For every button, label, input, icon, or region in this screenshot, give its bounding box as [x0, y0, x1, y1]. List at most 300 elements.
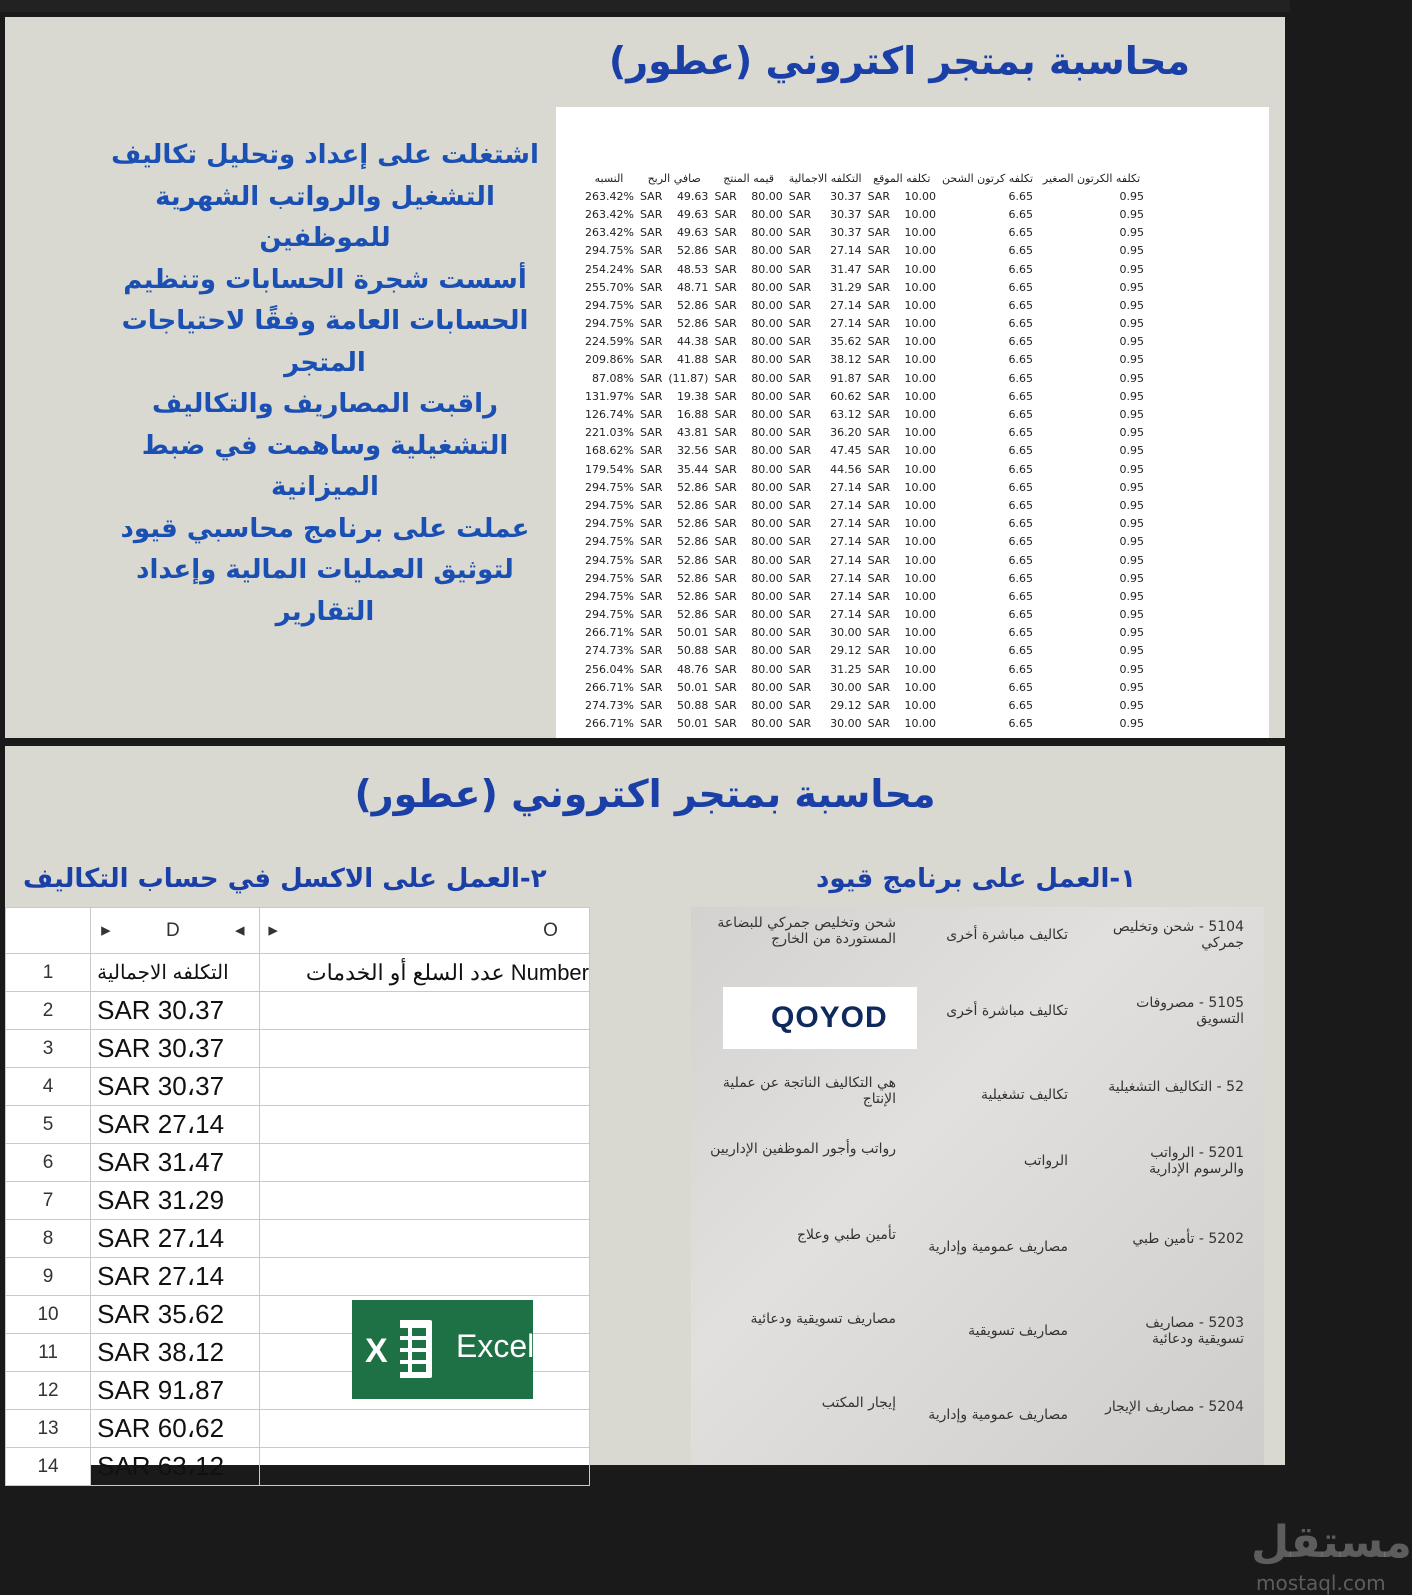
cost-cell: 0.95	[1119, 408, 1145, 422]
excel-icon	[358, 1314, 438, 1384]
cost-cell: 6.65	[1008, 244, 1034, 258]
cost-spreadsheet	[556, 107, 1269, 738]
cost-cell: 254.24%	[585, 262, 634, 276]
cost-cell: SAR	[640, 680, 663, 694]
cost-cell: SAR	[640, 317, 663, 331]
cost-cell: 19.38	[676, 389, 709, 403]
account-description: رواتب وأجور الموظفين الإداريين	[710, 1141, 896, 1157]
cost-cell: SAR	[714, 335, 737, 349]
cost-cell: 10.00	[904, 699, 936, 713]
cost-cell: SAR	[714, 280, 737, 294]
cost-cell: 80.00	[751, 371, 783, 385]
account-type: مصاريف عمومية وإدارية	[928, 1239, 1068, 1255]
cell-total-cost[interactable]: SAR 63،12	[91, 1448, 260, 1486]
cost-cell: SAR	[788, 589, 812, 603]
cost-cell: 80.00	[751, 462, 783, 476]
cell-total-cost[interactable]: SAR 27،14	[91, 1220, 260, 1258]
cost-cell: 10.00	[904, 571, 936, 585]
cost-cell: SAR	[714, 644, 737, 658]
account-type: تكاليف تشغيلية	[980, 1087, 1068, 1103]
row-number[interactable]: 1	[6, 954, 91, 992]
cost-cell: 131.97%	[585, 389, 634, 403]
cost-cell: 6.65	[1008, 662, 1034, 676]
cost-cell: SAR	[640, 517, 663, 531]
account-description: شحن وتخليص جمركي للبضاعة المستوردة من الخارج	[717, 915, 896, 947]
cost-cell: 47.45	[830, 444, 862, 458]
cost-cell: SAR	[867, 662, 890, 676]
cost-cell: 16.88	[676, 408, 709, 422]
cost-cell: SAR	[714, 517, 737, 531]
cost-cell: SAR	[714, 408, 737, 422]
cost-row	[581, 533, 1147, 551]
cell-number-of-goods[interactable]	[260, 1220, 590, 1258]
cost-cell: SAR	[867, 207, 890, 221]
cost-cell: 31.29	[830, 280, 862, 294]
excel-row	[6, 1030, 590, 1068]
cost-cell: SAR	[640, 662, 663, 676]
cell-total-cost[interactable]: SAR 31،29	[91, 1182, 260, 1220]
cost-cell: 0.95	[1119, 717, 1145, 731]
account-type: الرواتب	[1023, 1153, 1068, 1169]
cost-cell: SAR	[867, 644, 890, 658]
account-description: مصاريف تسويقية ودعائية	[750, 1311, 896, 1327]
cell-number-of-goods[interactable]	[260, 1106, 590, 1144]
cost-cell: SAR	[714, 189, 737, 203]
cost-cell: 10.00	[904, 226, 936, 240]
cost-cell: 80.00	[751, 699, 783, 713]
cost-cell: SAR	[640, 589, 663, 603]
cost-row	[581, 333, 1147, 351]
cost-cell: 44.38	[676, 335, 709, 349]
cost-cell: 255.70%	[585, 280, 634, 294]
cost-cell: 294.75%	[585, 553, 634, 567]
cost-row	[581, 678, 1147, 696]
cost-cell: SAR	[714, 680, 737, 694]
account-code: 5203 - مصاريف تسويقية ودعائية	[1145, 1315, 1244, 1347]
excel-grid	[5, 907, 590, 1481]
cost-cell: 266.71%	[585, 717, 634, 731]
cost-cell: 6.65	[1008, 589, 1034, 603]
cost-cell: 80.00	[751, 262, 783, 276]
cost-cell: 80.00	[751, 680, 783, 694]
cost-cell: 27.14	[830, 535, 862, 549]
cost-cell: 52.86	[676, 298, 709, 312]
excel-row	[6, 1448, 590, 1486]
select-all-corner[interactable]	[6, 908, 91, 954]
header-small-box: تكلفه الكرتون الصغير	[1042, 171, 1141, 185]
header-percent: النسبه	[594, 171, 624, 185]
cost-cell: 52.86	[676, 535, 709, 549]
cost-cell: 6.65	[1008, 553, 1034, 567]
cost-cell: SAR	[640, 553, 663, 567]
account-description: تأمين طبي وعلاج	[797, 1227, 896, 1243]
cost-cell: 80.00	[751, 298, 783, 312]
cost-cell: 52.86	[676, 608, 709, 622]
cost-cell: SAR	[867, 498, 890, 512]
cell-number-of-goods[interactable]	[260, 1182, 590, 1220]
experience-list	[100, 135, 550, 633]
cell-total-cost[interactable]: SAR 27،14	[91, 1106, 260, 1144]
cell-total-cost[interactable]: التكلفه الاجمالية	[91, 954, 260, 992]
cost-cell: 52.86	[676, 517, 709, 531]
cost-cell: 27.14	[830, 553, 862, 567]
cell-number-of-goods[interactable]	[260, 1410, 590, 1448]
cost-cell: 0.95	[1119, 317, 1145, 331]
cell-total-cost[interactable]: SAR 30،37	[91, 1068, 260, 1106]
cost-cell: 6.65	[1008, 207, 1034, 221]
cost-cell: SAR	[640, 226, 663, 240]
cost-row	[581, 369, 1147, 387]
column-header-o[interactable]	[260, 908, 590, 954]
cost-cell: SAR	[867, 226, 890, 240]
cost-table-header	[581, 169, 1147, 187]
cost-row	[581, 424, 1147, 442]
cost-cell: 6.65	[1008, 280, 1034, 294]
cost-cell: 50.01	[676, 717, 709, 731]
cost-row	[581, 696, 1147, 714]
cost-cell: 294.75%	[585, 498, 634, 512]
caret-right-icon: ▸	[101, 920, 111, 941]
cost-cell: 0.95	[1119, 226, 1145, 240]
account-code: 5201 - الرواتب والرسوم الإدارية	[1149, 1145, 1244, 1177]
cell-total-cost[interactable]: SAR 38،12	[91, 1334, 260, 1372]
cost-row	[581, 224, 1147, 242]
cost-cell: SAR	[640, 498, 663, 512]
cost-cell: SAR	[788, 226, 812, 240]
cost-cell: 0.95	[1119, 389, 1145, 403]
column-letter: O	[543, 920, 558, 941]
header-product-value: قيمه المنتج	[723, 171, 775, 185]
cost-cell: SAR	[867, 280, 890, 294]
column-header-d[interactable]	[91, 908, 260, 954]
cost-cell: 6.65	[1008, 353, 1034, 367]
header-shipping-box: تكلفه كرتون الشحن	[941, 171, 1034, 185]
cost-cell: 294.75%	[585, 608, 634, 622]
cost-cell: 0.95	[1119, 426, 1145, 440]
cell-number-of-goods[interactable]	[260, 1144, 590, 1182]
cost-cell: SAR	[640, 626, 663, 640]
cost-cell: 0.95	[1119, 626, 1145, 640]
cost-row	[581, 496, 1147, 514]
cell-total-cost[interactable]: SAR 30،37	[91, 1030, 260, 1068]
row-number[interactable]: 9	[6, 1258, 91, 1296]
cost-cell: 52.86	[676, 589, 709, 603]
cost-cell: 6.65	[1008, 444, 1034, 458]
cost-cell: 266.71%	[585, 626, 634, 640]
cost-cell: 30.37	[830, 207, 862, 221]
cost-cell: SAR	[714, 389, 737, 403]
cost-cell: SAR	[714, 717, 737, 731]
cost-cell: 10.00	[904, 644, 936, 658]
cost-cell: SAR	[867, 535, 890, 549]
cost-cell: 27.14	[830, 498, 862, 512]
account-code: 52 - التكاليف التشغيلية	[1108, 1079, 1244, 1095]
cost-cell: 41.88	[676, 353, 709, 367]
cost-row	[581, 460, 1147, 478]
cost-cell: 10.00	[904, 244, 936, 258]
slide-2	[5, 746, 1412, 1595]
cost-cell: 263.42%	[585, 226, 634, 240]
cost-cell: 10.00	[904, 608, 936, 622]
cost-cell: 35.44	[676, 462, 709, 476]
cost-cell: 10.00	[904, 371, 936, 385]
cost-cell: 294.75%	[585, 571, 634, 585]
account-description: هي التكاليف الناتجة عن عملية الإنتاج	[722, 1075, 896, 1107]
cost-cell: 10.00	[904, 207, 936, 221]
cost-cell: 6.65	[1008, 189, 1034, 203]
watermark: مستقل	[1251, 1517, 1412, 1568]
account-code: 5204 - مصاريف الإيجار	[1105, 1399, 1244, 1415]
cost-cell: 80.00	[751, 498, 783, 512]
cost-cell: 6.65	[1008, 699, 1034, 713]
cost-cell: 6.65	[1008, 462, 1034, 476]
cost-cell: 0.95	[1119, 680, 1145, 694]
cost-cell: 80.00	[751, 317, 783, 331]
cost-cell: 27.14	[830, 480, 862, 494]
cost-cell: 0.95	[1119, 280, 1145, 294]
cost-cell: SAR	[867, 553, 890, 567]
caret-right-icon: ▸	[268, 920, 278, 941]
cost-cell: SAR	[714, 207, 737, 221]
caret-left-icon: ◂	[234, 920, 245, 941]
cost-cell: SAR	[867, 371, 890, 385]
cost-cell: SAR	[714, 662, 737, 676]
cost-cell: 274.73%	[585, 699, 634, 713]
cost-cell: SAR	[788, 389, 812, 403]
cell-number-of-goods[interactable]	[260, 1448, 590, 1486]
cost-cell: 6.65	[1008, 626, 1034, 640]
header-site-cost: تكلفه الموقع	[873, 171, 931, 185]
cost-cell: 29.12	[830, 644, 862, 658]
cost-cell: SAR	[788, 317, 812, 331]
row-number[interactable]: 7	[6, 1182, 91, 1220]
cost-cell: SAR	[867, 626, 890, 640]
cost-cell: SAR	[640, 717, 663, 731]
cost-cell: 0.95	[1119, 662, 1145, 676]
row-number[interactable]: 2	[6, 992, 91, 1030]
cost-cell: 0.95	[1119, 553, 1145, 567]
cost-cell: (11.87)	[668, 371, 709, 385]
cell-total-cost[interactable]: SAR 31،47	[91, 1144, 260, 1182]
cost-cell: SAR	[867, 717, 890, 731]
cost-cell: 6.65	[1008, 317, 1034, 331]
cost-cell: SAR	[640, 462, 663, 476]
cost-cell: SAR	[867, 699, 890, 713]
cost-cell: SAR	[788, 298, 812, 312]
cost-cell: SAR	[640, 207, 663, 221]
cost-cell: SAR	[867, 262, 890, 276]
row-number[interactable]: 14	[6, 1448, 91, 1486]
cost-cell: 27.14	[830, 517, 862, 531]
cost-cell: 0.95	[1119, 335, 1145, 349]
row-number[interactable]: 6	[6, 1144, 91, 1182]
cost-cell: SAR	[867, 189, 890, 203]
cost-row	[581, 205, 1147, 223]
cost-cell: 48.76	[676, 662, 709, 676]
cost-cell: 29.12	[830, 699, 862, 713]
account-type: مصاريف عمومية وإدارية	[928, 1407, 1068, 1423]
cost-row	[581, 551, 1147, 569]
excel-logo-text: Excel	[456, 1328, 535, 1364]
cost-cell: SAR	[714, 498, 737, 512]
cost-cell: 10.00	[904, 317, 936, 331]
cost-cell: 0.95	[1119, 244, 1145, 258]
cost-cell: 80.00	[751, 535, 783, 549]
cost-cell: SAR	[714, 353, 737, 367]
cost-row	[581, 242, 1147, 260]
cost-cell: SAR	[640, 298, 663, 312]
cost-cell: SAR	[788, 335, 812, 349]
experience-item: أسست شجرة الحسابات وتنظيم الحسابات العامة وفقًا لاحتياجات المتجر	[121, 264, 529, 378]
cell-total-cost[interactable]: SAR 35،62	[91, 1296, 260, 1334]
cost-cell: 49.63	[676, 226, 709, 240]
cost-cell: 274.73%	[585, 644, 634, 658]
cost-cell: SAR	[640, 426, 663, 440]
excel-row	[6, 1144, 590, 1182]
cost-cell: SAR	[788, 498, 812, 512]
account-type: تكاليف مباشرة أخرى	[946, 927, 1068, 943]
cost-cell: 294.75%	[585, 589, 634, 603]
cost-cell: SAR	[788, 244, 812, 258]
cost-cell: 36.20	[830, 426, 862, 440]
cost-cell: 50.88	[676, 699, 709, 713]
cost-cell: 80.00	[751, 662, 783, 676]
row-number[interactable]: 11	[6, 1334, 91, 1372]
cell-total-cost[interactable]: SAR 60،62	[91, 1410, 260, 1448]
cost-cell: SAR	[867, 317, 890, 331]
row-number[interactable]: 10	[6, 1296, 91, 1334]
cost-cell: 6.65	[1008, 517, 1034, 531]
cost-cell: 48.53	[676, 262, 709, 276]
cost-cell: 10.00	[904, 553, 936, 567]
cost-cell: SAR	[867, 244, 890, 258]
cost-cell: SAR	[714, 553, 737, 567]
cost-cell: 30.37	[830, 189, 862, 203]
cost-cell: SAR	[867, 444, 890, 458]
cost-cell: 80.00	[751, 353, 783, 367]
row-number[interactable]: 8	[6, 1220, 91, 1258]
cost-cell: SAR	[867, 298, 890, 312]
cost-cell: 80.00	[751, 717, 783, 731]
cost-cell: 49.63	[676, 189, 709, 203]
cost-cell: 6.65	[1008, 408, 1034, 422]
cost-cell: 10.00	[904, 717, 936, 731]
cost-cell: 80.00	[751, 589, 783, 603]
cell-total-cost[interactable]: SAR 30،37	[91, 992, 260, 1030]
cost-cell: SAR	[714, 699, 737, 713]
row-number[interactable]: 13	[6, 1410, 91, 1448]
cost-cell: 6.65	[1008, 335, 1034, 349]
cell-total-cost[interactable]: SAR 91،87	[91, 1372, 260, 1410]
cost-row	[581, 405, 1147, 423]
cost-cell: SAR	[714, 317, 737, 331]
cost-cell: SAR	[714, 426, 737, 440]
qoyod-screenshot	[691, 907, 1412, 1595]
cost-row	[581, 515, 1147, 533]
cost-cell: SAR	[788, 608, 812, 622]
cost-cell: SAR	[867, 571, 890, 585]
cost-cell: SAR	[788, 626, 812, 640]
cost-cell: 80.00	[751, 480, 783, 494]
cost-cell: SAR	[788, 371, 812, 385]
cost-row	[581, 587, 1147, 605]
cost-cell: SAR	[867, 353, 890, 367]
cell-number-of-goods[interactable]	[260, 1068, 590, 1106]
cost-cell: 6.65	[1008, 226, 1034, 240]
cost-cell: 80.00	[751, 571, 783, 585]
cost-row	[581, 442, 1147, 460]
cost-cell: 27.14	[830, 298, 862, 312]
cost-cell: 0.95	[1119, 498, 1145, 512]
cost-cell: 0.95	[1119, 699, 1145, 713]
row-number[interactable]: 4	[6, 1068, 91, 1106]
cost-cell: 10.00	[904, 408, 936, 422]
cost-cell: 52.86	[676, 480, 709, 494]
cost-cell: 30.37	[830, 226, 862, 240]
row-number[interactable]: 5	[6, 1106, 91, 1144]
cost-cell: SAR	[714, 535, 737, 549]
cost-cell: 27.14	[830, 317, 862, 331]
account-code: 5202 - تأمين طبي	[1132, 1231, 1244, 1247]
account-type: مصاريف تسويقية	[968, 1323, 1068, 1339]
cost-cell: 10.00	[904, 189, 936, 203]
cost-cell: SAR	[640, 371, 663, 385]
row-number[interactable]: 3	[6, 1030, 91, 1068]
cost-cell: 6.65	[1008, 571, 1034, 585]
cost-cell: 0.95	[1119, 571, 1145, 585]
cost-cell: 0.95	[1119, 480, 1145, 494]
cell-number-of-goods[interactable]	[260, 1030, 590, 1068]
account-type: تكاليف مباشرة أخرى	[946, 1003, 1068, 1019]
cost-cell: SAR	[788, 353, 812, 367]
cell-total-cost[interactable]: SAR 27،14	[91, 1258, 260, 1296]
cost-cell: 10.00	[904, 662, 936, 676]
cost-cell: SAR	[867, 517, 890, 531]
cost-cell: 38.12	[830, 353, 862, 367]
cost-cell: 10.00	[904, 389, 936, 403]
experience-item: اشتغلت على إعداد وتحليل تكاليف التشغيل والرواتب الشهرية للموظفين	[111, 140, 539, 253]
cost-cell: 10.00	[904, 480, 936, 494]
cost-cell: SAR	[788, 553, 812, 567]
cell-number-of-goods[interactable]	[260, 992, 590, 1030]
cell-number-of-goods[interactable]: Number عدد السلع أو الخدمات	[260, 954, 590, 992]
cost-cell: SAR	[867, 462, 890, 476]
cost-cell: 10.00	[904, 462, 936, 476]
cost-cell: 44.56	[830, 462, 862, 476]
cost-cell: SAR	[788, 699, 812, 713]
account-description: إيجار المكتب	[821, 1395, 896, 1411]
cost-cell: SAR	[640, 389, 663, 403]
cost-cell: 6.65	[1008, 480, 1034, 494]
cost-cell: 6.65	[1008, 389, 1034, 403]
row-number[interactable]: 12	[6, 1372, 91, 1410]
cost-cell: 87.08%	[592, 371, 634, 385]
cost-cell: 10.00	[904, 280, 936, 294]
cost-cell: 43.81	[676, 426, 709, 440]
cost-cell: 179.54%	[585, 462, 634, 476]
cost-row	[581, 351, 1147, 369]
cost-row	[581, 387, 1147, 405]
cost-cell: SAR	[788, 280, 812, 294]
cost-cell: 31.25	[830, 662, 862, 676]
cost-cell: 80.00	[751, 335, 783, 349]
cost-cell: SAR	[640, 408, 663, 422]
cost-cell: 27.14	[830, 608, 862, 622]
cost-cell: 10.00	[904, 262, 936, 276]
cell-number-of-goods[interactable]	[260, 1258, 590, 1296]
cost-cell: SAR	[714, 462, 737, 476]
cost-cell: SAR	[867, 480, 890, 494]
